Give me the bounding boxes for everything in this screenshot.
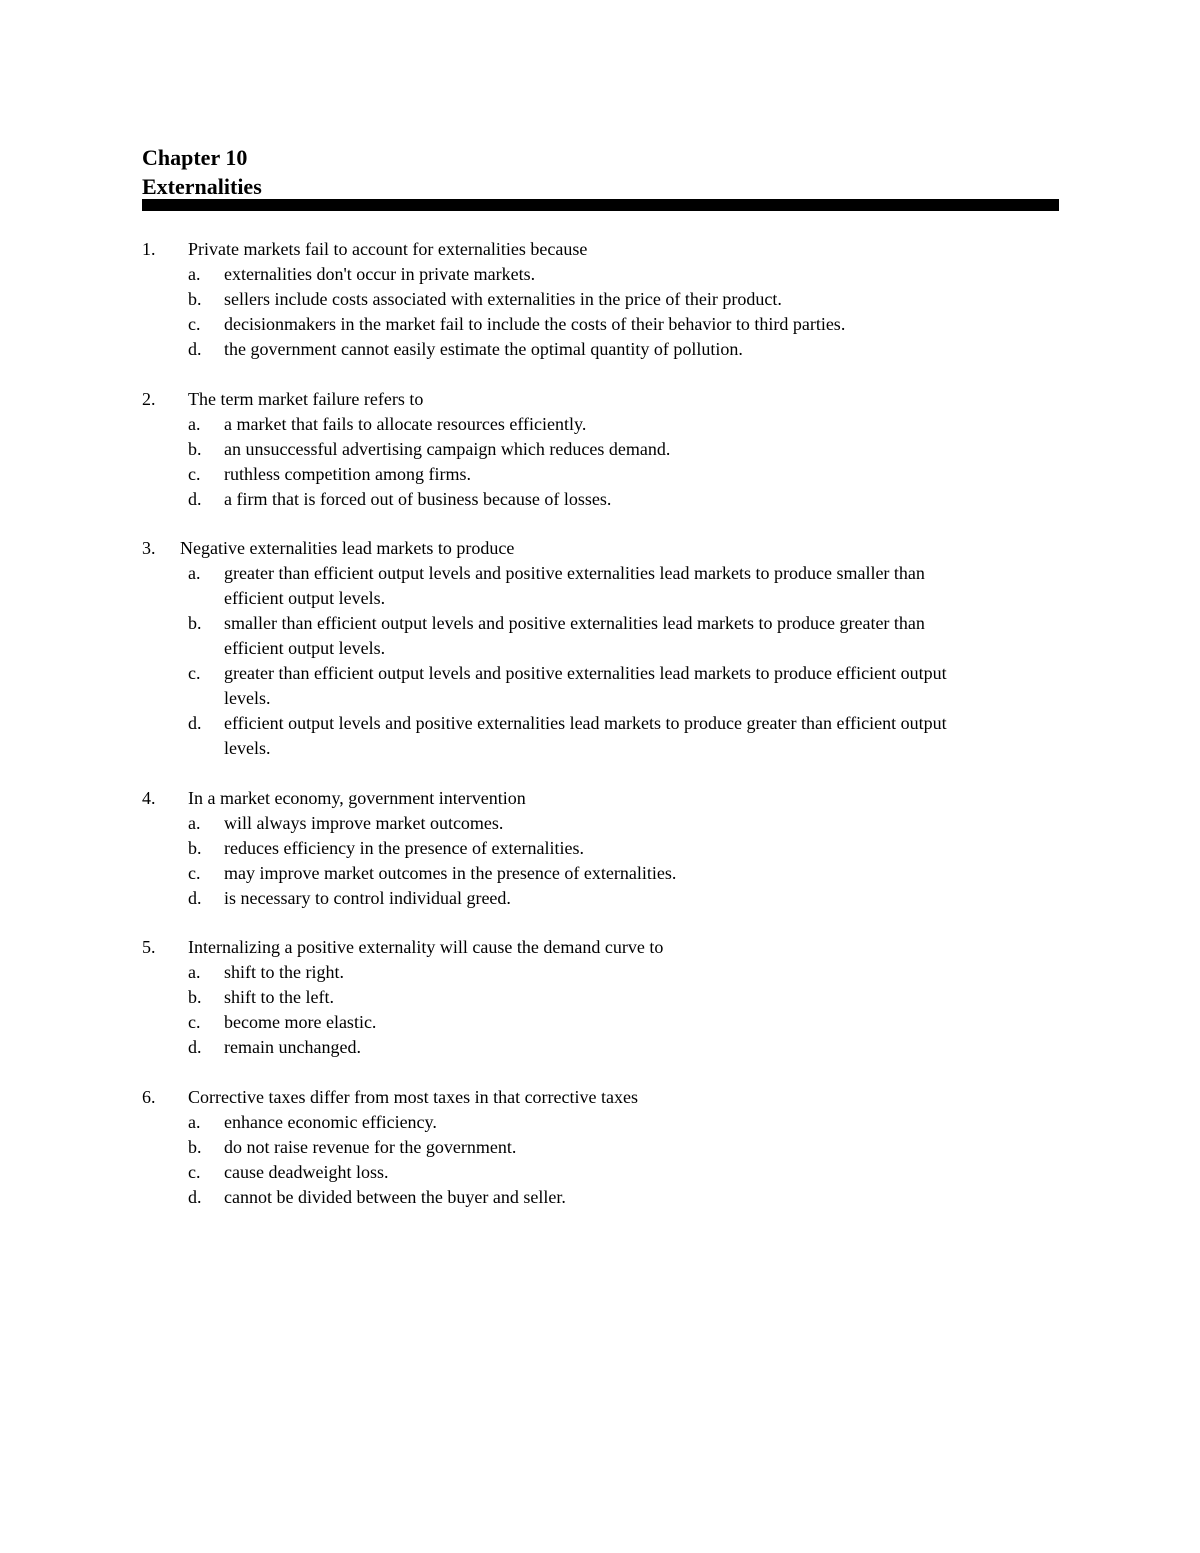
choice-text: greater than efficient output levels and positive externalities lead markets to produce efficient output levels. — [224, 663, 947, 708]
choice-text: shift to the right. — [224, 962, 344, 982]
question-stem: Internalizing a positive externality will cause the demand curve to — [188, 937, 664, 957]
choice-text: shift to the left. — [224, 987, 334, 1007]
choice-b — [142, 287, 1042, 312]
choice-text: a market that fails to allocate resources efficiently. — [224, 413, 587, 434]
choice-text: remain unchanged. — [224, 1037, 361, 1057]
choice-letter: b. — [188, 613, 202, 633]
question-list — [142, 237, 1042, 1234]
question-number: 3. — [142, 538, 156, 558]
choice-text: may improve market outcomes in the presence of externalities. — [224, 862, 677, 883]
question-stem-line — [142, 1085, 1042, 1110]
choice-letter: d. — [188, 1037, 202, 1057]
chapter-heading — [142, 143, 262, 201]
choice-letter: b. — [188, 987, 202, 1007]
choice-text: decisionmakers in the market fail to include the costs of their behavior to third parties. — [224, 314, 846, 334]
heading-rule — [142, 199, 1059, 211]
choice-letter: c. — [188, 1012, 201, 1032]
choice-letter: c. — [188, 862, 201, 883]
choice-text: cannot be divided between the buyer and seller. — [224, 1186, 566, 1207]
choice-text: reduces efficiency in the presence of externalities. — [224, 837, 584, 858]
choice-letter: d. — [188, 887, 202, 908]
choice-text: cause deadweight loss. — [224, 1161, 389, 1182]
question-stem: In a market economy, government intervention — [188, 787, 526, 808]
question-number: 4. — [142, 787, 156, 808]
choice-letter: d. — [188, 488, 202, 509]
choice-text: greater than efficient output levels and positive externalities lead markets to produce smaller than efficient output levels. — [224, 563, 925, 608]
choice-text: smaller than efficient output levels and positive externalities lead markets to produce greater than efficient output levels. — [224, 613, 925, 658]
choice-a — [142, 412, 1042, 437]
question-stem-line — [142, 786, 1042, 811]
choice-c — [142, 312, 1042, 337]
choice-letter: b. — [188, 289, 202, 309]
question-stem-line — [142, 935, 1042, 960]
choice-text: enhance economic efficiency. — [224, 1111, 437, 1132]
question-stem: Private markets fail to account for externalities because — [188, 239, 588, 259]
choice-b — [142, 437, 1042, 462]
choice-text: sellers include costs associated with externalities in the price of their product. — [224, 289, 782, 309]
choice-letter: b. — [188, 1136, 202, 1157]
choice-text: the government cannot easily estimate the optimal quantity of pollution. — [224, 339, 743, 359]
choice-b — [142, 985, 1042, 1010]
choice-letter: c. — [188, 1161, 201, 1182]
choice-d — [142, 487, 1042, 512]
choice-c — [142, 1160, 1042, 1185]
question-stem: The term market failure refers to — [188, 388, 424, 409]
choice-text: ruthless competition among firms. — [224, 463, 471, 484]
choice-text: externalities don't occur in private markets. — [224, 264, 536, 284]
choice-d — [142, 1035, 1042, 1060]
choice-text: efficient output levels and positive externalities lead markets to produce greater than efficient output levels. — [224, 713, 947, 758]
question-stem: Corrective taxes differ from most taxes in that corrective taxes — [188, 1086, 638, 1107]
question-3 — [142, 536, 1042, 761]
choice-d — [142, 1185, 1042, 1210]
choice-letter: c. — [188, 314, 201, 334]
choice-a — [142, 960, 1042, 985]
question-number: 2. — [142, 388, 156, 409]
choice-text: is necessary to control individual greed. — [224, 887, 511, 908]
choice-letter: a. — [188, 962, 201, 982]
question-4 — [142, 786, 1042, 911]
choice-text: become more elastic. — [224, 1012, 377, 1032]
choice-letter: a. — [188, 1111, 201, 1132]
choice-text: do not raise revenue for the government. — [224, 1136, 517, 1157]
choice-letter: d. — [188, 1186, 202, 1207]
question-number: 1. — [142, 239, 156, 259]
choice-d — [142, 886, 1042, 911]
question-stem-line — [142, 387, 1042, 412]
question-5 — [142, 935, 1042, 1060]
question-number: 5. — [142, 937, 156, 957]
choice-letter: a. — [188, 264, 201, 284]
choice-text: will always improve market outcomes. — [224, 812, 504, 833]
choice-c — [142, 1010, 1042, 1035]
choice-d — [142, 337, 1042, 362]
choice-a — [142, 262, 1042, 287]
chapter-title: Externalities — [142, 174, 262, 199]
choice-c — [142, 861, 1042, 886]
choice-letter: b. — [188, 438, 202, 459]
choice-text: a firm that is forced out of business because of losses. — [224, 488, 612, 509]
question-number: 6. — [142, 1086, 156, 1107]
choice-b — [142, 836, 1042, 861]
question-stem: Negative externalities lead markets to produce — [180, 538, 515, 558]
choice-b — [142, 611, 1042, 661]
choice-a — [142, 811, 1042, 836]
choice-d — [142, 711, 1042, 761]
choice-b — [142, 1135, 1042, 1160]
question-stem-line — [142, 536, 1042, 561]
choice-letter: d. — [188, 339, 202, 359]
choice-c — [142, 661, 1042, 711]
choice-letter: a. — [188, 413, 201, 434]
chapter-number: Chapter 10 — [142, 145, 248, 170]
question-stem-line — [142, 237, 1042, 262]
choice-letter: c. — [188, 463, 201, 484]
choice-letter: c. — [188, 663, 201, 683]
question-6 — [142, 1085, 1042, 1210]
choice-c — [142, 462, 1042, 487]
choice-letter: a. — [188, 563, 201, 583]
choice-a — [142, 561, 1042, 611]
choice-letter: b. — [188, 837, 202, 858]
choice-text: an unsuccessful advertising campaign which reduces demand. — [224, 438, 671, 459]
choice-letter: d. — [188, 713, 202, 733]
question-1 — [142, 237, 1042, 362]
question-2 — [142, 387, 1042, 512]
choice-letter: a. — [188, 812, 201, 833]
choice-a — [142, 1110, 1042, 1135]
